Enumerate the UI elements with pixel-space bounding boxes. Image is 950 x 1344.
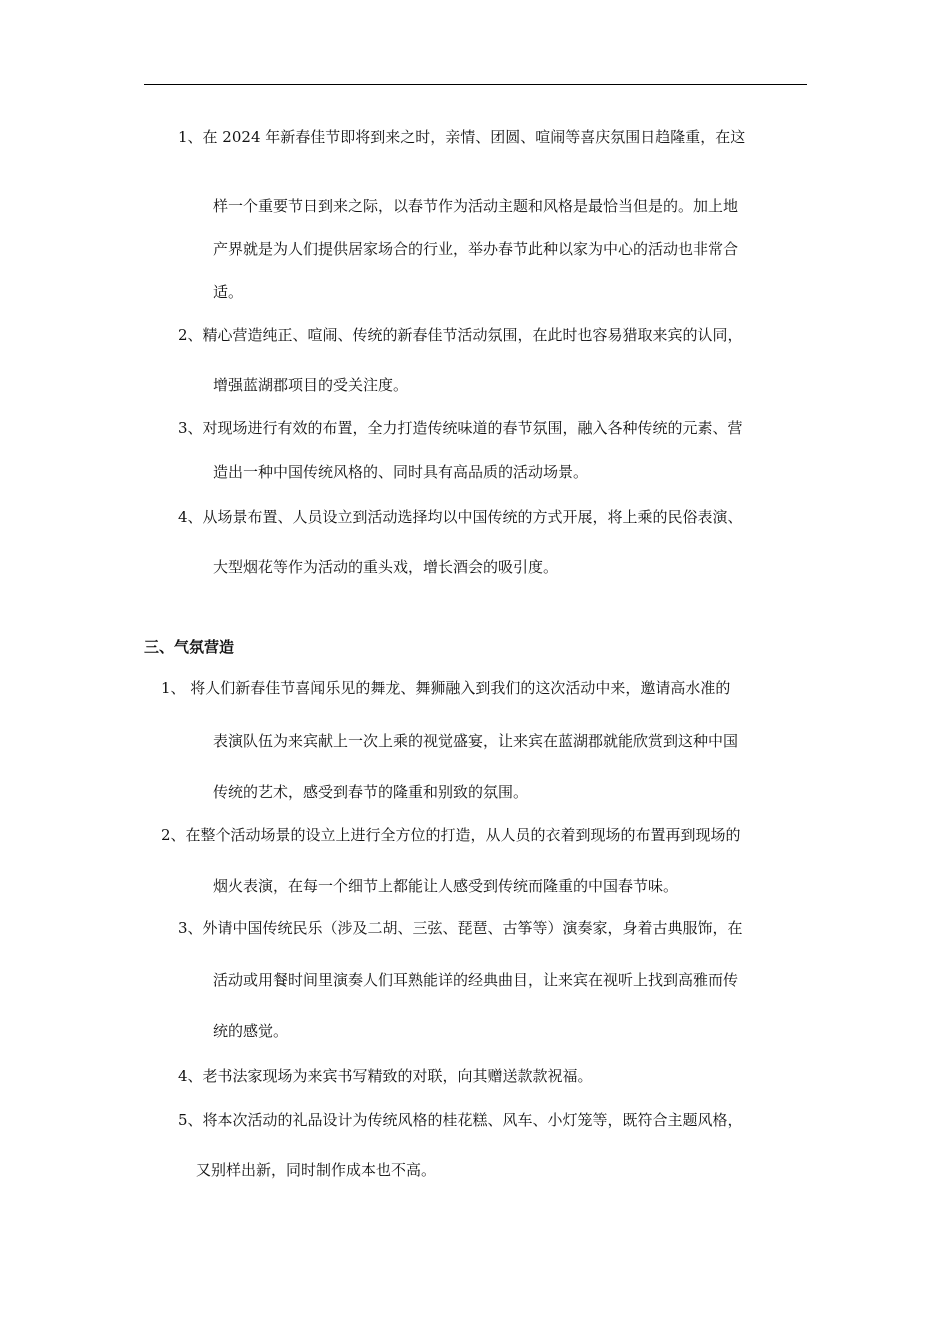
paragraph-line: 造出一种中国传统风格的、同时具有高品质的活动场景。	[213, 463, 589, 481]
paragraph-line: 统的感觉。	[213, 1022, 289, 1040]
paragraph-line: 样一个重要节日到来之际，以春节作为活动主题和风格是最恰当但是的。加上地	[213, 197, 739, 215]
paragraph-line: 适。	[213, 283, 244, 301]
paragraph-line: 活动或用餐时间里演奏人们耳熟能详的经典曲目，让来宾在视听上找到高雅而传	[213, 971, 739, 989]
paragraph-line: 1、 将人们新春佳节喜闻乐见的舞龙、舞狮融入到我们的这次活动中来，邀请高水准的	[161, 679, 731, 697]
paragraph-line: 又别样出新，同时制作成本也不高。	[196, 1161, 437, 1179]
paragraph-line: 大型烟花等作为活动的重头戏，增长酒会的吸引度。	[213, 558, 559, 576]
paragraph-line: 2、在整个活动场景的设立上进行全方位的打造，从人员的衣着到现场的布置再到现场的	[161, 826, 741, 844]
paragraph-line: 产界就是为人们提供居家场合的行业，举办春节此种以家为中心的活动也非常合	[213, 240, 739, 258]
paragraph-line: 3、外请中国传统民乐（涉及二胡、三弦、琵琶、古筝等）演奏家，身着古典服饰，在	[178, 919, 743, 937]
paragraph-line: 2、精心营造纯正、喧闹、传统的新春佳节活动氛围，在此时也容易猎取来宾的认同，	[178, 326, 743, 344]
paragraph-line: 5、将本次活动的礼品设计为传统风格的桂花糕、风车、小灯笼等，既符合主题风格，	[178, 1111, 743, 1129]
paragraph-line: 烟火表演，在每一个细节上都能让人感受到传统而隆重的中国春节味。	[213, 877, 679, 895]
paragraph-line: 增强蓝湖郡项目的受关注度。	[213, 376, 409, 394]
paragraph-line: 3、对现场进行有效的布置，全力打造传统味道的春节氛围，融入各种传统的元素、营	[178, 419, 743, 437]
paragraph-line: 1、在 2024 年新春佳节即将到来之时，亲情、团圆、喧闹等喜庆氛围日趋隆重，在这	[178, 128, 746, 146]
paragraph-line: 4、老书法家现场为来宾书写精致的对联，向其赠送款款祝福。	[178, 1067, 593, 1085]
section-heading: 三、气氛营造	[144, 638, 235, 656]
paragraph-line: 4、从场景布置、人员设立到活动选择均以中国传统的方式开展，将上乘的民俗表演、	[178, 508, 743, 526]
paragraph-line: 传统的艺术，感受到春节的隆重和别致的氛围。	[213, 783, 529, 801]
paragraph-line: 表演队伍为来宾献上一次上乘的视觉盛宴，让来宾在蓝湖郡就能欣赏到这种中国	[213, 732, 739, 750]
header-rule	[144, 84, 807, 85]
